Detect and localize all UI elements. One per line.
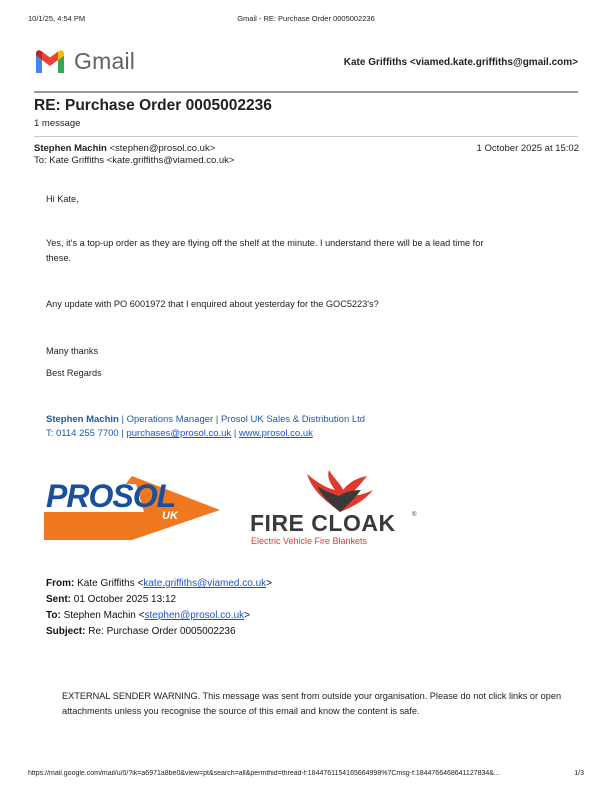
quoted-to-close: >	[244, 610, 250, 621]
signature-sep: |	[118, 428, 127, 439]
sender-email[interactable]: <stephen@prosol.co.uk>	[109, 143, 216, 154]
message-date: 1 October 2025 at 15:02	[476, 143, 579, 154]
print-footer-url: https://mail.google.com/mail/u/0/?ik=a6971a8be0&view=pt&search=all&permthid=thread-f:1844761154165664998%7Cmsg-f:1844766468641127834&...	[28, 770, 500, 777]
quoted-sent-label: Sent:	[46, 594, 71, 605]
signature-name: Stephen Machin	[46, 414, 119, 425]
quoted-sent-value: 01 October 2025 13:12	[73, 594, 177, 605]
sender-name: Stephen Machin	[34, 143, 107, 154]
closing-regards: Best Regards	[46, 368, 102, 378]
firecloak-logo	[250, 470, 420, 550]
firecloak-wordmark: FIRE CLOAK	[250, 510, 396, 536]
recipient: To: Kate Griffiths <kate.griffiths@viamed.co.uk>	[34, 155, 235, 166]
signature-title: | Operations Manager | Prosol UK Sales & Distribution Ltd	[118, 414, 366, 425]
print-title: Gmail - RE: Purchase Order 0005002236	[237, 14, 375, 23]
quoted-subject-value: Re: Purchase Order 0005002236	[88, 626, 236, 637]
quoted-to-email-link[interactable]: stephen@prosol.co.uk	[144, 610, 245, 621]
prosol-wordmark: PROSOL	[46, 478, 176, 514]
closing-thanks: Many thanks	[46, 346, 99, 356]
subject-divider	[34, 136, 578, 137]
thread-subject: RE: Purchase Order 0005002236	[34, 97, 272, 114]
message-count: 1 message	[34, 118, 81, 129]
header-divider	[34, 91, 578, 93]
quoted-subject	[46, 626, 236, 637]
signature-line-2	[46, 428, 313, 439]
signature-sep: |	[231, 428, 239, 439]
quoted-to-name: Stephen Machin <	[63, 610, 145, 621]
gmail-logo[interactable]	[34, 44, 135, 78]
quoted-from-label: From:	[46, 578, 75, 589]
quoted-subject-label: Subject:	[46, 626, 86, 637]
body-paragraph-1-line-1: Yes, it's a top-up order as they are flying off the shelf at the minute. I understand there will be a lead time for	[46, 238, 484, 248]
signature-website-link[interactable]: www.prosol.co.uk	[238, 428, 313, 439]
gmail-m-icon	[34, 49, 66, 73]
sender	[34, 143, 215, 154]
account-identity: Kate Griffiths <viamed.kate.griffiths@gmail.com>	[343, 57, 578, 68]
body-paragraph-1-line-2: these.	[46, 253, 72, 263]
firecloak-registered: ®	[412, 512, 417, 518]
print-datetime: 10/1/25, 4:54 PM	[28, 14, 86, 23]
external-sender-warning: EXTERNAL SENDER WARNING. This message was sent from outside your organisation. Please do not click links or open attachments unless you recognise the source of this email and know the content is safe.	[62, 691, 562, 716]
signature-email-link[interactable]: purchases@prosol.co.uk	[126, 428, 232, 439]
quoted-sent	[46, 594, 176, 605]
quoted-from-name: Kate Griffiths <	[77, 578, 144, 589]
prosol-uk-label: UK	[162, 510, 178, 522]
body-paragraph-2: Any update with PO 6001972 that I enquired about yesterday for the GOC5223's?	[46, 299, 379, 309]
firecloak-tagline: Electric Vehicle Fire Blankets	[251, 536, 368, 546]
greeting: Hi Kate,	[46, 194, 79, 204]
quoted-to-label: To:	[46, 610, 61, 621]
signature-phone: T: 0114 255 7700	[46, 428, 119, 439]
gmail-wordmark: Gmail	[74, 47, 136, 74]
phoenix-icon	[305, 470, 375, 514]
quoted-to	[46, 610, 250, 621]
quoted-from	[46, 578, 272, 589]
quoted-from-close: >	[266, 578, 273, 589]
print-page-number: 1/3	[574, 770, 584, 777]
prosol-logo	[44, 472, 222, 544]
signature-line-1	[46, 414, 365, 425]
quoted-from-email-link[interactable]: kate.griffiths@viamed.co.uk	[143, 578, 267, 589]
